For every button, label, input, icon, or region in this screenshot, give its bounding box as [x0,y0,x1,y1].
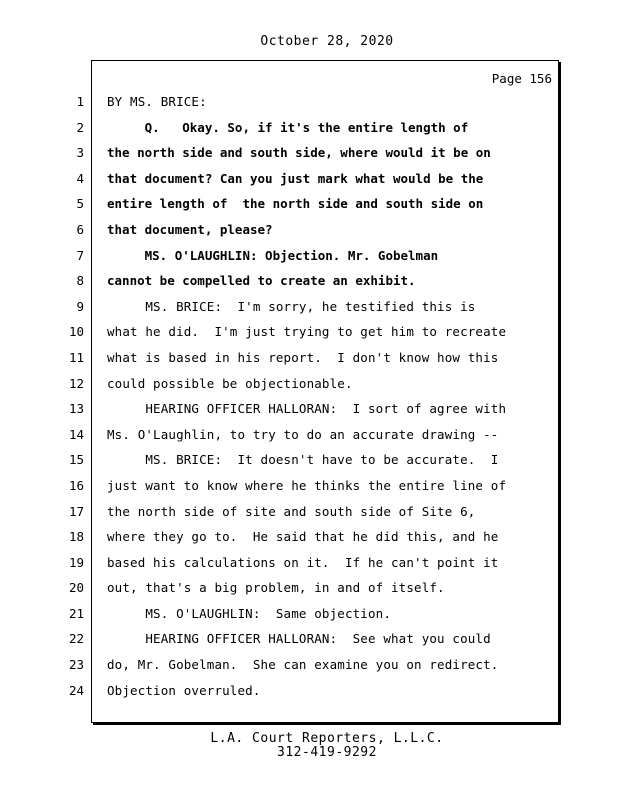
line-number: 23 [68,657,84,673]
line-number: 9 [76,298,84,314]
header-date: October 28, 2020 [260,34,394,49]
transcript-line: Objection overruled. [107,682,261,698]
transcript-line: could possible be objectionable. [107,375,353,391]
transcript-line: based his calculations on it. If he can't point it [107,554,499,570]
page-number: Page 156 [491,71,552,86]
transcript-line: cannot be compelled to create an exhibit. [107,273,416,289]
transcript-line: MS. BRICE: It doesn't have to be accurate. I [107,452,499,468]
line-number: 3 [76,145,84,161]
line-number: 17 [68,503,84,519]
transcript-line: BY MS. BRICE: [107,94,207,109]
line-number: 21 [68,605,84,621]
line-number: 24 [68,682,84,698]
transcript-line: MS. O'LAUGHLIN: Objection. Mr. Gobelman [107,247,439,263]
line-number: 7 [76,247,84,263]
transcript-line: entire length of the north side and south side on [107,196,484,212]
line-number: 16 [68,477,84,493]
transcript-line: what he did. I'm just trying to get him to recreate [107,324,507,340]
line-number-column [58,89,84,703]
transcript-line: what is based in his report. I don't know how this [107,349,499,365]
line-number: 11 [68,349,84,365]
transcript-line: that document? Can you just mark what would be the [107,170,484,186]
line-number: 22 [68,631,84,647]
transcript-line: where they go to. He said that he did this, and he [107,529,499,545]
transcript-line: Ms. O'Laughlin, to try to do an accurate drawing -- [107,426,499,442]
line-number: 18 [68,529,84,545]
transcript-line: HEARING OFFICER HALLORAN: See what you could [107,631,491,647]
line-number: 13 [68,401,84,417]
transcript-line: HEARING OFFICER HALLORAN: I sort of agree with [107,401,507,417]
footer [0,732,618,760]
line-number: 15 [68,452,84,468]
line-number: 8 [76,273,84,289]
transcript-line: the north side of site and south side of Site 6, [107,503,476,519]
line-number: 5 [76,196,84,212]
footer-phone: 312-419-9292 [277,745,377,760]
line-number: 10 [68,324,84,340]
transcript-line: MS. O'LAUGHLIN: Same objection. [107,605,391,621]
transcript-line: Q. Okay. So, if it's the entire length of [107,119,469,135]
line-number: 12 [68,375,84,391]
line-number: 20 [68,580,84,596]
transcript-text [107,89,547,703]
transcript-line: just want to know where he thinks the entire line of [107,477,507,493]
line-number: 19 [68,554,84,570]
footer-company: L.A. Court Reporters, L.L.C. [210,731,444,746]
transcript-line: the north side and south side, where would it be on [107,145,491,161]
line-number: 2 [76,119,84,135]
transcript-line: that document, please? [107,221,273,237]
line-number: 4 [76,170,84,186]
transcript-line: MS. BRICE: I'm sorry, he testified this is [107,298,476,314]
transcript-line: do, Mr. Gobelman. She can examine you on redirect. [107,657,499,673]
transcript-line: out, that's a big problem, in and of itself. [107,580,445,596]
line-number: 14 [68,426,84,442]
line-number: 1 [76,94,84,109]
line-number: 6 [76,221,84,237]
